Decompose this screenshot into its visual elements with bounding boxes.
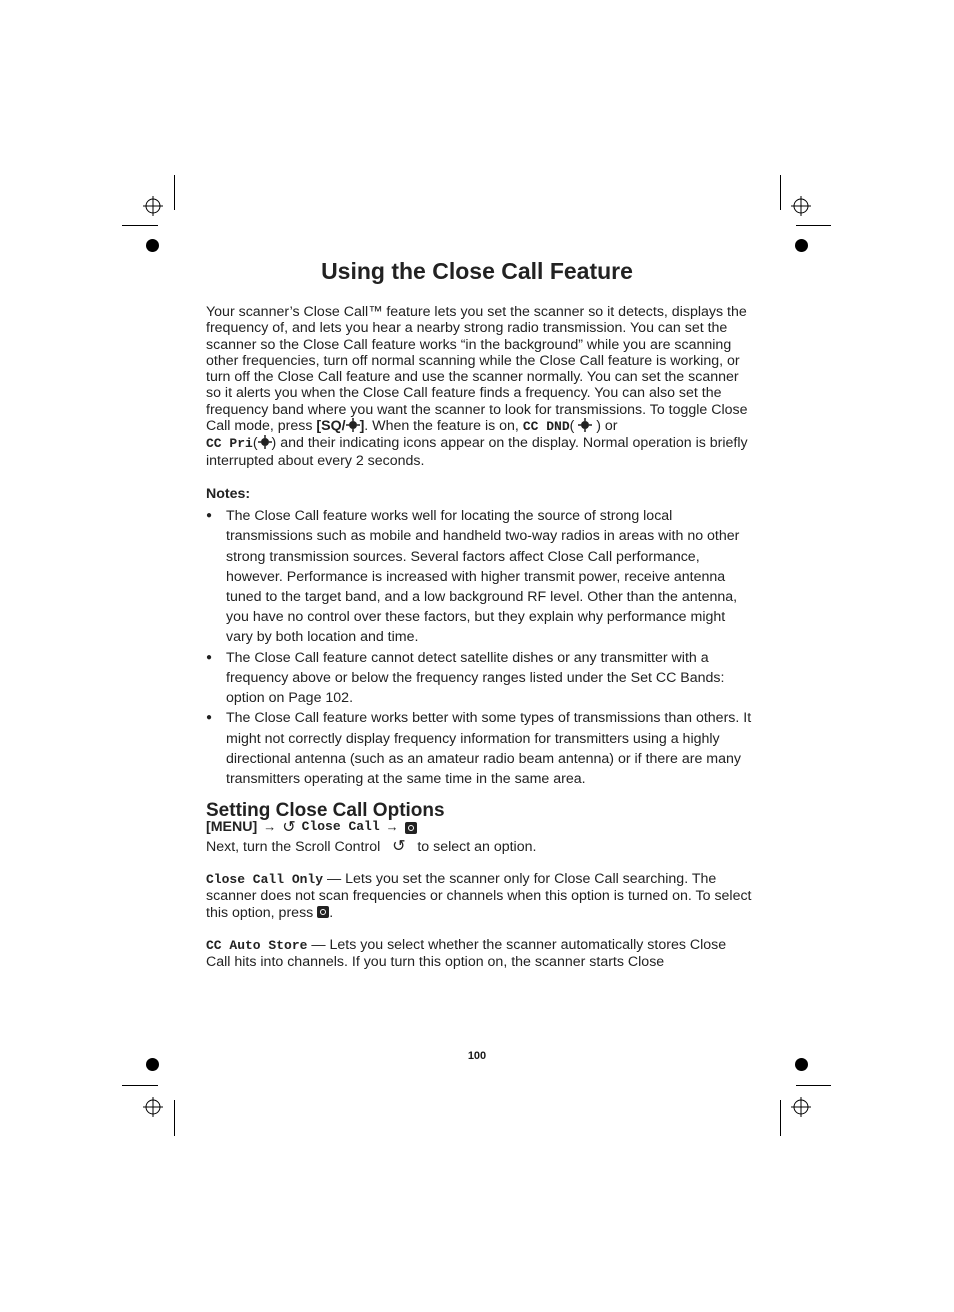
intro-paragraph: Your scanner’s Close Call™ feature lets you set the scanner so it detects, displays the frequency of, and lets you hear a nearby strong radio transmission. You can set the scanner so the Close Call feature works “in the background” while you are scanning other frequencies, turn off normal scanning while the Close Call feature is working, or turn off the Close Call feature and use the scanner normally. You can set the scanner so it alerts you when the Close Call feature finds a frequency. You can also set the frequency band where you want the scanner to look for transmissions. To toggle Close Call mode, press [SQ/ ]. When the feature is on, CC DND( ) or CC Pri( ) and their indicating icons appear on the display. Normal operation is briefly interrupted about every 2 seconds. bbox=[206, 304, 748, 469]
crop-line bbox=[780, 175, 781, 210]
section-heading: Setting Close Call Options bbox=[206, 800, 445, 822]
close-call-dnd-icon bbox=[578, 418, 592, 432]
intro-text: Your scanner’s Close Call™ feature lets you set the scanner so it detects, displays the frequency of, and lets you hear a nearby strong radio transmission. You can set the scanner so the Close Call feature works “in the background” while you are scanning other frequencies, turn off normal scanning while the Close Call feature is working, or turn off the Close Call feature and use the scanner normally. You can set the scanner so it alerts you when the Close Call feature finds a frequency. You can also set the frequency band where you want the scanner to look for transmissions. To toggle Close Call mode, press bbox=[206, 304, 748, 435]
registration-dot bbox=[795, 239, 808, 252]
registration-mark-top-right bbox=[791, 196, 811, 221]
option-cc-auto-store bbox=[206, 937, 754, 971]
note-text: The Close Call feature cannot detect satellite dishes or any transmitter with a frequency above or below the frequency ranges listed under the Set CC Bands: option on Page 102. bbox=[226, 649, 725, 707]
registration-dot bbox=[146, 239, 159, 252]
sq-key-label: [SQ/ bbox=[316, 418, 346, 435]
menu-path bbox=[206, 819, 754, 835]
bullet-icon: ● bbox=[206, 651, 213, 663]
registration-mark-bottom-left bbox=[143, 1097, 163, 1122]
sq-key-close: ] bbox=[359, 418, 365, 435]
crop-line bbox=[174, 175, 175, 210]
list-item bbox=[206, 708, 754, 789]
scroll-text: to select an option. bbox=[417, 838, 537, 855]
menu-key-label: [MENU] bbox=[206, 819, 258, 836]
notes-heading: Notes: bbox=[206, 485, 251, 502]
scroll-control-icon: ↺ bbox=[392, 837, 406, 855]
note-text: The Close Call feature works well for locating the source of strong local transmissions such as mobile and handheld two-way radios in areas with no other strong transmission sources. Several factors affect Close Call performance, however. Performance is increased with higher transmit power, receive antenna tuned to the target band, and a low background RF level. Other than the antenna, you have no control over these factors, but they explain why performance might vary by both location and time. bbox=[226, 508, 740, 646]
notes-list bbox=[206, 506, 754, 789]
option-close-call-only bbox=[206, 871, 754, 921]
scroll-control-icon: ↺ bbox=[282, 818, 296, 836]
close-call-pri-icon bbox=[258, 435, 272, 449]
cc-pri-label: CC Pri bbox=[206, 436, 253, 452]
arrow-right-icon: → bbox=[263, 819, 277, 835]
menu-item-label: Close Call bbox=[301, 819, 380, 835]
page-number: 100 bbox=[467, 1050, 487, 1062]
option-description: . bbox=[329, 904, 334, 921]
bullet-icon: ● bbox=[206, 510, 213, 522]
crop-line bbox=[796, 1085, 831, 1086]
list-item bbox=[206, 506, 754, 647]
scroll-instruction bbox=[206, 839, 754, 855]
bullet-icon: ● bbox=[206, 712, 213, 724]
page-title: Using the Close Call Feature bbox=[321, 258, 633, 284]
close-call-icon bbox=[346, 418, 360, 432]
list-item bbox=[206, 648, 754, 709]
registration-mark-bottom-right bbox=[791, 1097, 811, 1122]
intro-text: or bbox=[600, 418, 618, 435]
option-name: Close Call Only bbox=[206, 872, 324, 887]
arrow-right-icon: → bbox=[385, 819, 399, 835]
note-text: The Close Call feature works better with some types of transmissions than others. It might not correctly display frequency information for transmitters using a highly directional antenna (such as an amateur radio beam antenna) or if there are many transmitters operating at the same time in the same area. bbox=[226, 710, 752, 787]
cc-dnd-label: CC DND bbox=[522, 419, 570, 435]
crop-line bbox=[122, 1085, 158, 1086]
crop-line bbox=[122, 225, 158, 226]
registration-mark-top-left bbox=[143, 196, 163, 221]
crop-line bbox=[796, 225, 831, 226]
page-content bbox=[206, 304, 754, 970]
intro-text: and their indicating icons appear on the display. Normal operation is briefly interrupted about every 2 seconds. bbox=[206, 435, 748, 469]
option-description: — Lets you set the scanner only for Close Call searching. The scanner does not scan frequencies or channels when this option is turned on. To select this option, press bbox=[206, 871, 752, 921]
scroll-text: Next, turn the Scroll Control bbox=[206, 838, 381, 855]
option-name: CC Auto Store bbox=[206, 937, 308, 953]
enter-button-icon bbox=[317, 906, 329, 918]
option-description: — Lets you select whether the scanner automatically stores Close Call hits into channels. If you turn this option on, the scanner starts Close bbox=[206, 936, 727, 971]
intro-text: . When the feature is on, bbox=[364, 418, 523, 435]
crop-line bbox=[174, 1100, 175, 1136]
crop-line bbox=[780, 1100, 781, 1136]
enter-button-icon bbox=[405, 822, 417, 834]
